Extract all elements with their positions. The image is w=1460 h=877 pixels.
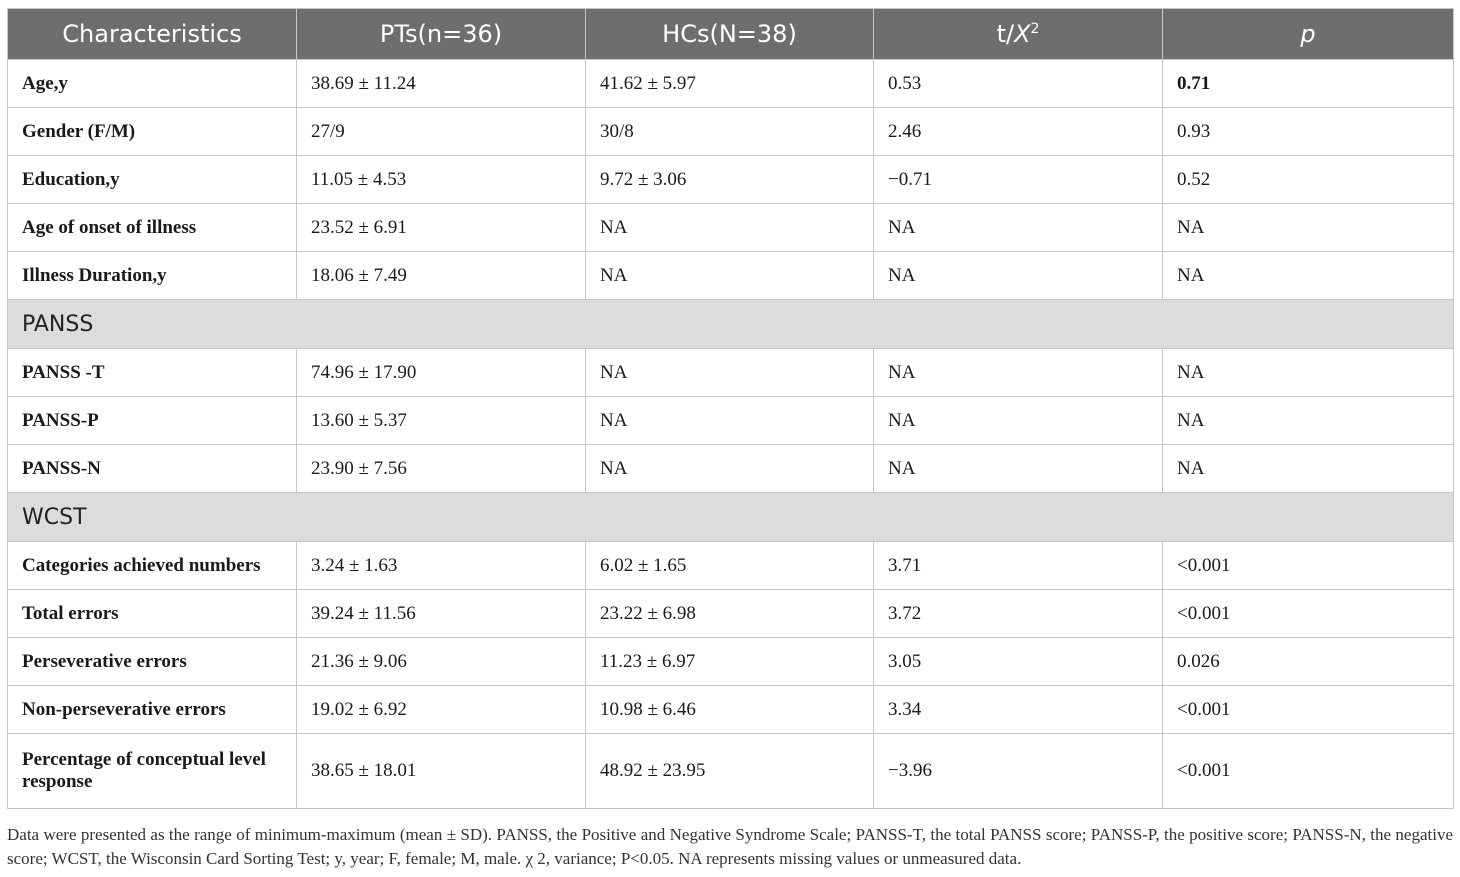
table-row [8,638,1454,686]
row-label: Gender (F/M) [8,108,297,156]
table-header-row [8,9,1454,60]
row-label: Education,y [8,156,297,204]
table-row [8,156,1454,204]
section-row [8,493,1454,542]
row-label: Percentage of conceptual level response [8,734,297,809]
cell-pts: 19.02 ± 6.92 [297,686,586,734]
cell-p-value: NA [1163,349,1454,397]
cell-p-value: <0.001 [1163,590,1454,638]
header-statistic [874,9,1163,60]
cell-statistic: NA [874,349,1163,397]
cell-p-value: NA [1163,397,1454,445]
row-label: Age,y [8,60,297,108]
cell-hcs: 9.72 ± 3.06 [586,156,874,204]
table-row [8,445,1454,493]
table-row [8,734,1454,809]
cell-hcs: 11.23 ± 6.97 [586,638,874,686]
header-hcs: HCs(N=38) [586,9,874,60]
cell-p-value: <0.001 [1163,734,1454,809]
row-label: PANSS -T [8,349,297,397]
header-statistic-prefix: t/ [996,20,1015,48]
cell-pts: 38.65 ± 18.01 [297,734,586,809]
cell-hcs: NA [586,204,874,252]
cell-statistic: 3.05 [874,638,1163,686]
cell-statistic: 3.72 [874,590,1163,638]
cell-hcs: 23.22 ± 6.98 [586,590,874,638]
table-row [8,349,1454,397]
cell-pts: 11.05 ± 4.53 [297,156,586,204]
cell-statistic: −0.71 [874,156,1163,204]
cell-pts: 3.24 ± 1.63 [297,542,586,590]
cell-pts: 23.52 ± 6.91 [297,204,586,252]
cell-hcs: NA [586,445,874,493]
table-row [8,252,1454,300]
table-footnote: Data were presented as the range of minimum-maximum (mean ± SD). PANSS, the Positive and Negative Syndrome Scale; PANSS-T, the total PANSS score; PANSS-P, the positive score; PANSS-N, the negative score; WCST, the Wisconsin Card Sorting Test; y, year; F, female; M, male. χ 2, variance; P<0.05. NA represents missing values or unmeasured data. [7,825,1453,868]
header-pts: PTs(n=36) [297,9,586,60]
section-row [8,300,1454,349]
table-row [8,542,1454,590]
cell-p-value: NA [1163,204,1454,252]
cell-pts: 21.36 ± 9.06 [297,638,586,686]
cell-statistic: NA [874,204,1163,252]
cell-statistic: NA [874,397,1163,445]
cell-hcs: NA [586,252,874,300]
cell-statistic: −3.96 [874,734,1163,809]
cell-p-value: 0.026 [1163,638,1454,686]
table-row [8,60,1454,108]
row-label: Categories achieved numbers [8,542,297,590]
header-characteristics: Characteristics [8,9,297,60]
cell-pts: 27/9 [297,108,586,156]
row-label: PANSS-N [8,445,297,493]
cell-hcs: 30/8 [586,108,874,156]
cell-p-value: 0.93 [1163,108,1454,156]
cell-hcs: NA [586,349,874,397]
cell-pts: 23.90 ± 7.56 [297,445,586,493]
header-statistic-var: X [1014,20,1031,48]
row-label: PANSS-P [8,397,297,445]
cell-hcs: 41.62 ± 5.97 [586,60,874,108]
cell-statistic: 0.53 [874,60,1163,108]
cell-pts: 39.24 ± 11.56 [297,590,586,638]
table-row [8,397,1454,445]
header-statistic-sup: 2 [1030,21,1040,37]
cell-p-value: NA [1163,445,1454,493]
row-label: Age of onset of illness [8,204,297,252]
row-label: Illness Duration,y [8,252,297,300]
cell-pts: 13.60 ± 5.37 [297,397,586,445]
table-row [8,108,1454,156]
cell-hcs: 10.98 ± 6.46 [586,686,874,734]
cell-hcs: NA [586,397,874,445]
cell-statistic: NA [874,252,1163,300]
cell-p-value: <0.001 [1163,542,1454,590]
section-label: PANSS [8,300,1454,349]
cell-hcs: 6.02 ± 1.65 [586,542,874,590]
cell-pts: 74.96 ± 17.90 [297,349,586,397]
cell-p-value: <0.001 [1163,686,1454,734]
cell-p-value: 0.71 [1163,60,1454,108]
section-label: WCST [8,493,1454,542]
cell-hcs: 48.92 ± 23.95 [586,734,874,809]
header-p: p [1163,9,1454,60]
characteristics-table [7,8,1454,809]
cell-statistic: 3.34 [874,686,1163,734]
row-label: Perseverative errors [8,638,297,686]
table-body [8,60,1454,809]
row-label: Non-perseverative errors [8,686,297,734]
table-row [8,686,1454,734]
row-label: Total errors [8,590,297,638]
cell-statistic: 3.71 [874,542,1163,590]
cell-p-value: NA [1163,252,1454,300]
cell-pts: 38.69 ± 11.24 [297,60,586,108]
cell-statistic: NA [874,445,1163,493]
cell-statistic: 2.46 [874,108,1163,156]
table-row [8,204,1454,252]
cell-pts: 18.06 ± 7.49 [297,252,586,300]
cell-p-value: 0.52 [1163,156,1454,204]
table-row [8,590,1454,638]
